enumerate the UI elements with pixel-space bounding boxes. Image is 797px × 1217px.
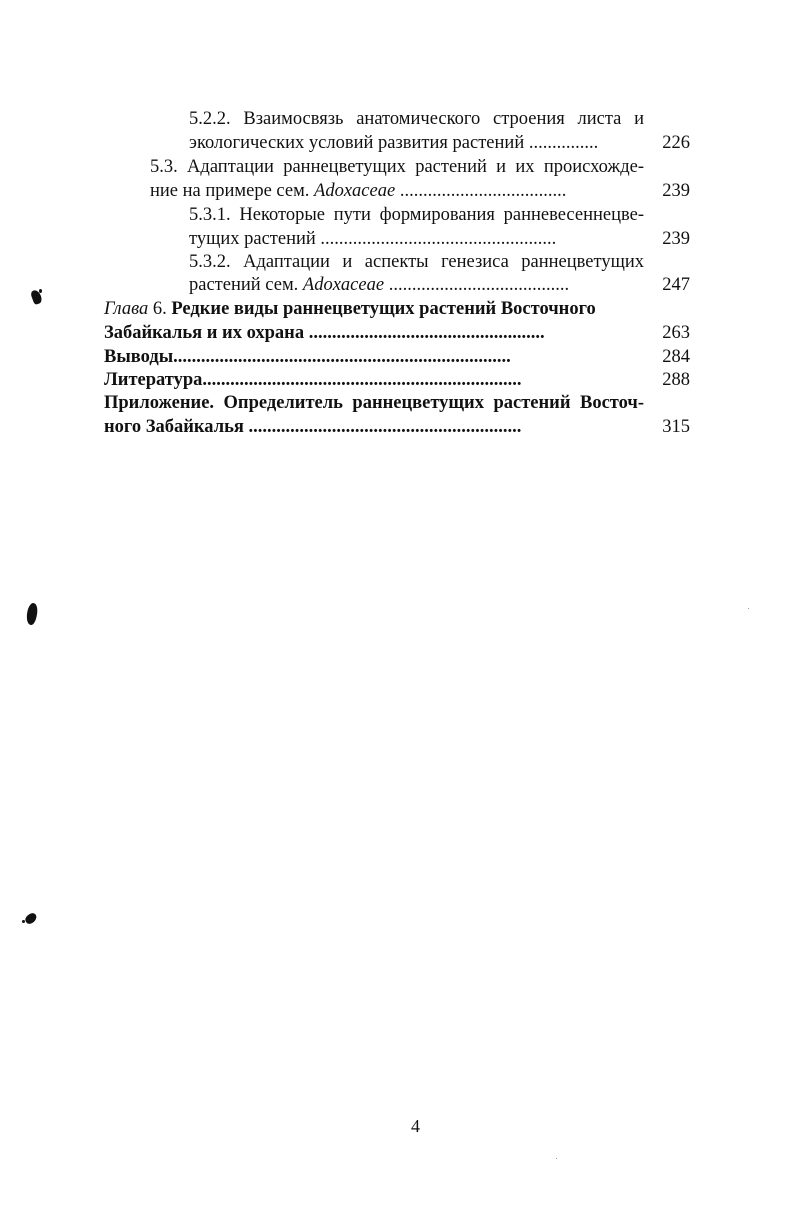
toc-entry-5-3-2-taxon: Adoxaceae <box>302 275 385 295</box>
toc-chapter-6-line2: Забайкалья и их охрана ................................................... <box>104 323 545 343</box>
toc-literature-page: 288 <box>662 370 690 390</box>
toc-entry-5-3-taxon: Adoxaceae <box>314 181 396 201</box>
toc-entry-5-3-1-line2: тущих растений ................................................... <box>189 229 557 249</box>
toc-entry-5-3-2-page: 247 <box>662 275 690 295</box>
toc-entry-5-3-2-line2-text: растений сем. <box>189 275 303 295</box>
toc-entry-5-3-2-line1: 5.3.2. Адаптации и аспекты генезиса раннецветущих <box>189 252 644 272</box>
toc-appendix-line1: Приложение. Определитель раннецветущих растений Восточ- <box>104 393 644 413</box>
scan-artifact-mark <box>22 920 25 923</box>
toc-conclusions-label: Выводы......................................................................... <box>104 347 511 367</box>
toc-entry-5-3-line1: 5.3. Адаптации раннецветущих растений и их происхожде- <box>150 157 644 177</box>
toc-entry-5-2-2-page: 226 <box>662 133 690 153</box>
toc-entry-5-3-2-line2 <box>189 273 569 297</box>
toc-conclusions-page: 284 <box>662 347 690 367</box>
toc-entry-5-2-2-line1: 5.2.2. Взаимосвязь анатомического строения листа и <box>189 109 644 129</box>
toc-entry-5-2-2-line2: экологических условий развития растений ............... <box>189 133 599 153</box>
scan-speck <box>748 608 749 609</box>
toc-entry-5-3-dots: .................................... <box>395 181 567 201</box>
toc-appendix-page: 315 <box>662 417 690 437</box>
toc-appendix-line2: ного Забайкалья ........................................................... <box>104 417 522 437</box>
toc-chapter-6-page: 263 <box>662 323 690 343</box>
toc-entry-5-3-line2-text: ние на примере сем. <box>150 181 315 201</box>
scan-artifact-mark <box>24 912 39 926</box>
scan-speck <box>556 1158 557 1159</box>
toc-entry-5-3-1-line1: 5.3.1. Некоторые пути формирования ранневесеннецве- <box>189 205 644 225</box>
toc-entry-5-3-page: 239 <box>662 181 690 201</box>
toc-chapter-6-line1 <box>104 297 596 321</box>
toc-entry-5-3-line2 <box>150 179 566 203</box>
scan-artifact-mark <box>25 602 39 626</box>
toc-chapter-6-number: 6. <box>148 299 172 319</box>
toc-entry-5-3-2-dots: ....................................... <box>384 275 570 295</box>
page-number: 4 <box>411 1116 420 1136</box>
toc-entry-5-3-1-page: 239 <box>662 229 690 249</box>
toc-literature-label: Литература..................................................................... <box>104 370 522 390</box>
scan-artifact-mark <box>39 289 42 293</box>
toc-chapter-6-prefix: Глава <box>104 299 149 319</box>
toc-chapter-6-title: Редкие виды раннецветущих растений Восточного <box>171 299 596 319</box>
